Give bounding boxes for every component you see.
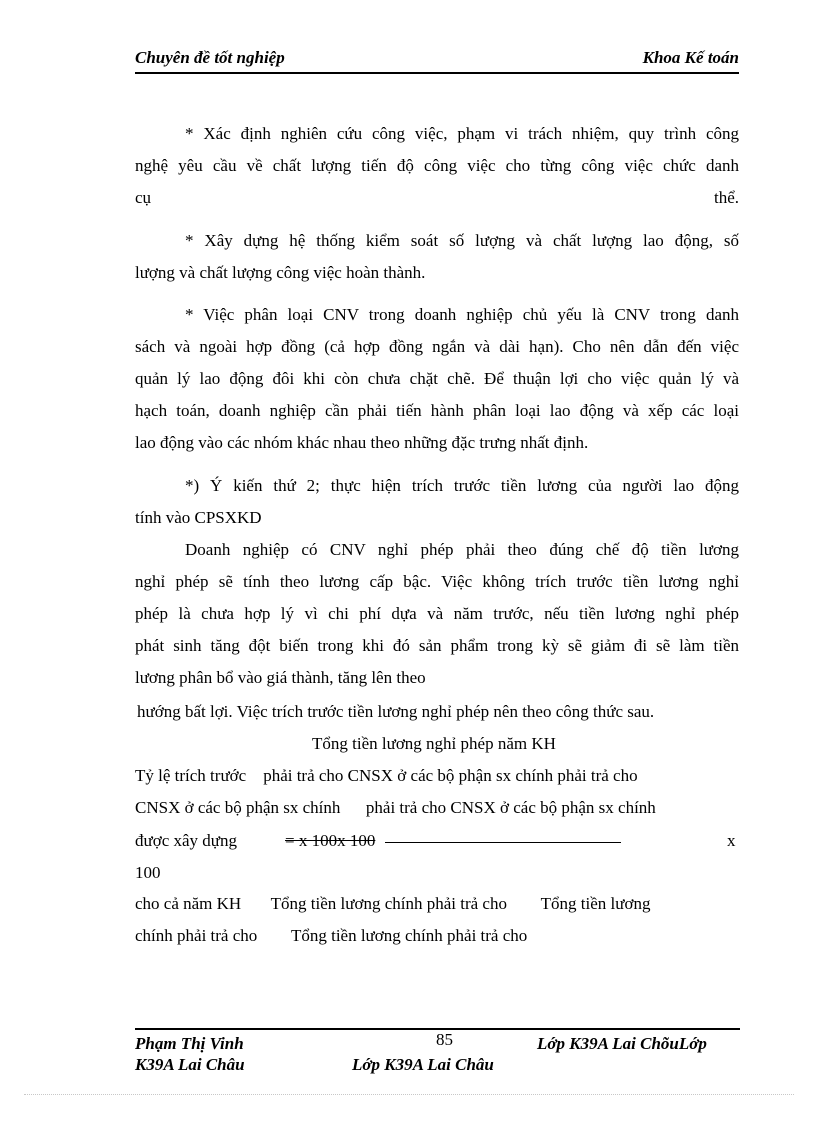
paragraph-6: hướng bất lợi. Việc trích trước tiền lương nghỉ phép nên theo công thức sau. — [137, 702, 655, 721]
page-header — [135, 48, 739, 74]
footer-class-a: Lớp K39A Lai ChõuLớp — [537, 1034, 707, 1053]
text-line: Doanh nghiệp có CNV nghỉ phép phải theo đúng chế độ tiền lương — [185, 540, 739, 559]
header-department: Khoa Kế toán — [642, 48, 739, 67]
text-line: quản lý lao động đôi khi còn chưa chặt chẽ. Để thuận lợi cho việc quản lý và — [135, 369, 739, 388]
formula-line-3-label: được xây dựng — [135, 831, 238, 850]
footer-author: Phạm Thị Vinh — [135, 1034, 244, 1053]
text-line: sách và ngoài hợp đồng (cả hợp đồng ngắn và dài hạn). Cho nên dẫn đến việc — [135, 337, 739, 356]
text-line: phát sinh tăng đột biến trong khi đó sản phẩm trong kỳ sẽ giảm đi sẽ làm tiền — [135, 636, 739, 655]
page-number: 85 — [436, 1030, 453, 1049]
footer-class-b: K39A Lai Châu — [135, 1055, 245, 1074]
text-line: *) Ý kiến thứ 2; thực hiện trích trước tiền lương của người lao động — [185, 476, 739, 495]
text-word: thể. — [713, 188, 739, 207]
text-line: nghỉ phép sẽ tính theo lương cấp bậc. Việc không trích trước tiền lương nghỉ — [135, 572, 739, 591]
header-title: Chuyên đề tốt nghiệp — [135, 48, 285, 67]
formula-line-2: CNSX ở các bộ phận sx chính phải trả cho CNSX ở các bộ phận sx chính — [135, 798, 656, 817]
paragraph-5 — [135, 534, 739, 694]
text-line: * Xác định nghiên cứu công việc, phạm vi trách nhiệm, quy trình công — [185, 124, 739, 143]
page-edge-divider — [24, 1094, 794, 1095]
formula-line-3-struck: = x 100x 100 — [285, 831, 376, 850]
footer-class-c: Lớp K39A Lai Châu — [352, 1055, 494, 1074]
text-line: phép là chưa hợp lý vì chi phí dựa và năm trước, nếu tiền lương nghỉ phép — [135, 604, 739, 623]
paragraph-4 — [135, 470, 739, 534]
text-line: * Việc phân loại CNV trong doanh nghiệp chủ yếu là CNV trong danh — [185, 305, 739, 324]
formula-line-5: cho cả năm KH Tổng tiền lương chính phải trả cho Tổng tiền lương — [135, 894, 651, 913]
formula-numerator: Tổng tiền lương nghỉ phép năm KH — [312, 734, 556, 753]
formula-line-1: Tỷ lệ trích trước phải trả cho CNSX ở các bộ phận sx chính phải trả cho — [135, 766, 638, 785]
text-line: lương phân bổ vào giá thành, tăng lên theo — [135, 668, 426, 687]
formula-fraction-bar — [385, 842, 621, 843]
text-word: cụ — [135, 188, 152, 207]
text-line: nghệ yêu cầu về chất lượng tiến độ công việc cho từng công việc chức danh — [135, 156, 739, 175]
paragraph-1 — [135, 118, 739, 214]
text-line-split — [135, 182, 739, 214]
formula-line-4: 100 — [135, 863, 161, 882]
text-line: lao động vào các nhóm khác nhau theo những đặc trưng nhất định. — [135, 433, 589, 452]
text-line: * Xây dựng hệ thống kiểm soát số lượng và chất lượng lao động, số — [185, 231, 739, 250]
paragraph-2 — [135, 225, 739, 289]
text-line: tính vào CPSXKD — [135, 508, 262, 527]
formula-line-3-multiplier: x — [727, 831, 736, 850]
text-line: lượng và chất lượng công việc hoàn thành. — [135, 263, 426, 282]
formula-line-6: chính phải trả cho Tổng tiền lương chính phải trả cho — [135, 926, 528, 945]
text-line: hạch toán, doanh nghiệp cần phải tiến hành phân loại lao động và xếp các loại — [135, 401, 739, 420]
paragraph-3 — [135, 299, 739, 459]
